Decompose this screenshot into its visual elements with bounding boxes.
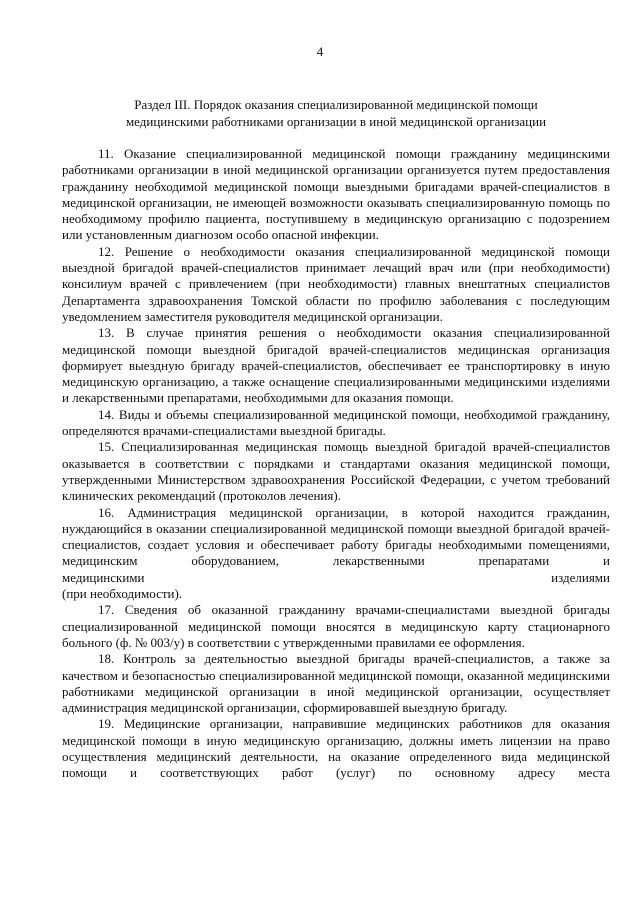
paragraph-19: 19. Медицинские организации, направившие медицинских работников для оказания медицинской помощи в иную медицинскую организацию, должны иметь лицензии на право осуществления медицинский деятельности, на оказание определенного вида медицинской помощи и соответствующих работ (услуг) по основному адресу места (62, 716, 610, 781)
paragraph-16-main: 16. Администрация медицинской организации, в которой находится гражданин, нуждающийся в оказании специализированной медицинской помощи выездной бригадой врачей-специалистов, создает условия и обеспечивает работу бригады необходимыми помещениями, медицинским оборудованием, лекарственными препаратами и (62, 504, 610, 569)
paragraph-16 (62, 505, 610, 603)
paragraph-11: 11. Оказание специализированной медицинской помощи гражданину медицинскими работниками организации в иной медицинской организации организуется путем предоставления гражданину необходимой медицинской помощи выездными бригадами врачей-специалистов в медицинской организации, не имеющей возможности оказывать специализированную помощь по необходимому профилю пациента, поступившему в медицинскую организацию с подозрением или установленным диагнозом особо опасной инфекции. (62, 146, 610, 243)
paragraph-16-split-left: медицинскими (62, 569, 145, 585)
page-number: 4 (316, 44, 324, 59)
paragraph-18: 18. Контроль за деятельностью выездной бригады врачей-специалистов, а также за качеством и безопасностью специализированной медицинской помощи, оказанной медицинскими работниками медицинской организации в иной медицинской организации, осуществляет администрация медицинской организации, сформировавшей выездную бригаду. (62, 651, 610, 716)
paragraph-16-split-line (62, 570, 610, 586)
section-title-line-2: медицинскими работниками организации в иной медицинской организации (125, 114, 547, 129)
section-title-line-1: Раздел III. Порядок оказания специализированной медицинской помощи (134, 97, 538, 112)
paragraph-15: 15. Специализированная медицинская помощь выездной бригадой врачей-специалистов оказывается в соответствии с порядками и стандартами оказания медицинской помощи, утвержденными Министерством здравоохранения Российской Федерации, с учетом требований клинических рекомендаций (протоколов лечения). (62, 439, 610, 504)
document-body (62, 146, 610, 782)
paragraph-13: 13. В случае принятия решения о необходимости оказания специализированной медицинской помощи выездной бригадой врачей-специалистов медицинская организация формирует выездную бригаду врачей-специалистов, обеспечивает ее транспортировку в иную медицинскую организацию, а также оснащение специализированными медицинскими изделиями и лекарственными препаратами, необходимыми для оказания помощи. (62, 325, 610, 406)
section-title (62, 96, 610, 130)
paragraph-12: 12. Решение о необходимости оказания специализированной медицинской помощи выездной бригадой врачей-специалистов принимает лечащий врач или (при необходимости) консилиум врачей с привлечением (при необходимости) главных внештатных специалистов Департамента здравоохранения Томской области по профилю заболевания с последующим уведомлением заместителя руководителя медицинской организации. (62, 243, 610, 324)
paragraph-14: 14. Виды и объемы специализированной медицинской помощи, необходимой гражданину, определяются врачами-специалистами выездной бригады. (62, 406, 610, 439)
paragraph-16-split-right: изделиями (551, 569, 610, 585)
paragraph-17: 17. Сведения об оказанной гражданину врачами-специалистами выездной бригады специализированной медицинской помощи вносятся в медицинскую карту стационарного больного (ф. № 003/у) в соответствии с утвержденными правилами ее оформления. (62, 602, 610, 650)
paragraph-16-tail: (при необходимости). (62, 586, 183, 602)
